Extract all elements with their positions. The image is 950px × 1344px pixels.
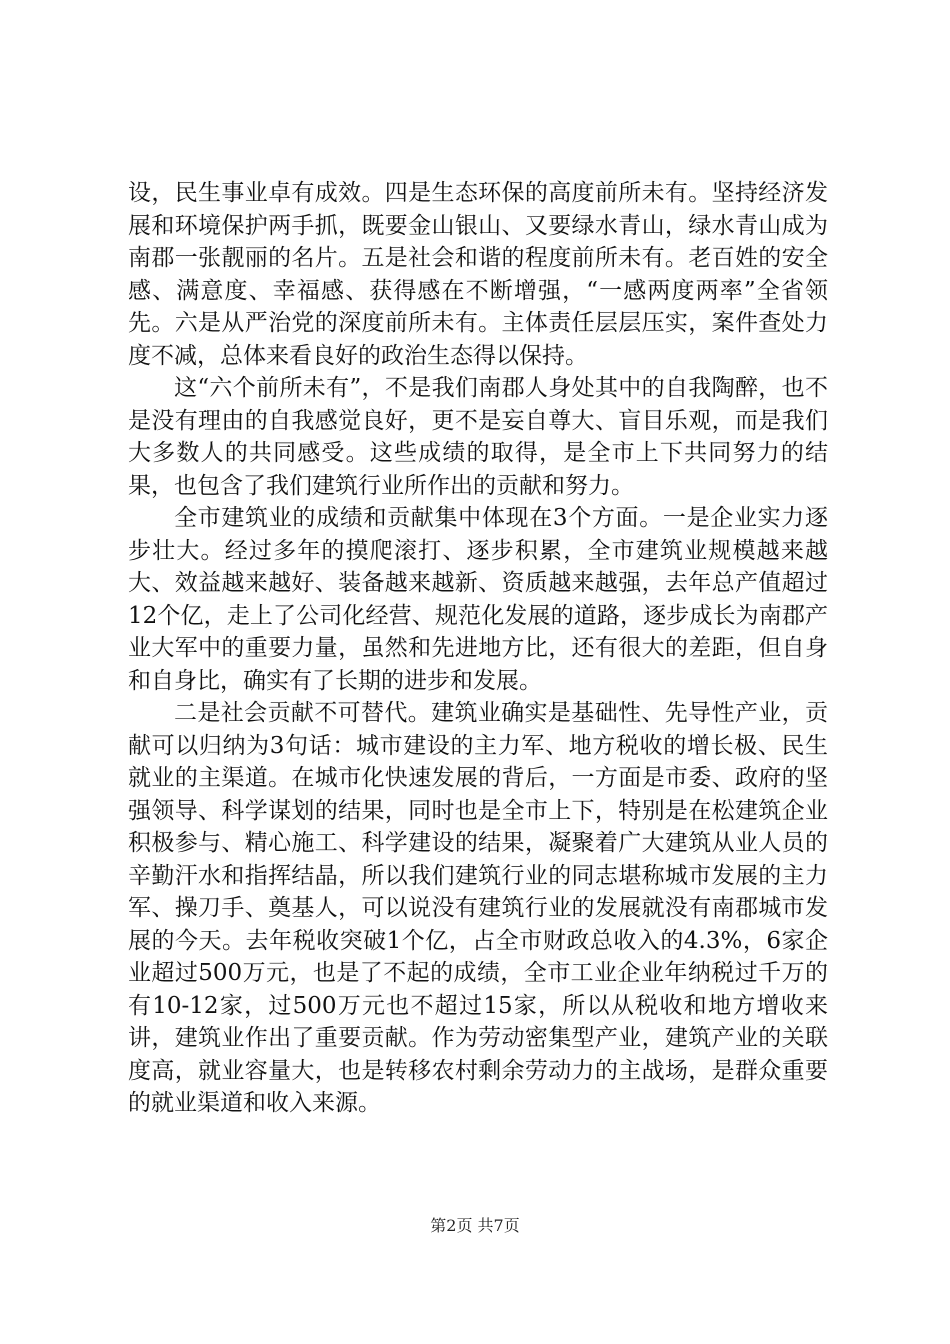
page-footer: 第2页 共7页: [430, 1216, 520, 1235]
paragraph-2: 这“六个前所未有”，不是我们南郡人身处其中的自我陶醉，也不是没有理由的自我感觉良好，更不是妄自尊大、盲目乐观，而是我们大多数人的共同感受。这些成绩的取得，是全市上下共同努力的结果，也包含了我们建筑行业所作出的贡献和努力。: [128, 375, 828, 499]
document-body: [128, 177, 828, 1120]
paragraph-4: 二是社会贡献不可替代。建筑业确实是基础性、先导性产业，贡献可以归纳为3句话：城市建设的主力军、地方税收的增长极、民生就业的主渠道。在城市化快速发展的背后，一方面是市委、政府的坚强领导、科学谋划的结果，同时也是全市上下，特别是在松建筑企业积极参与、精心施工、科学建设的结果，凝聚着广大建筑从业人员的辛勤汗水和指挥结晶，所以我们建筑行业的同志堪称城市发展的主力军、操刀手、奠基人，可以说没有建筑行业的发展就没有南郡城市发展的今天。去年税收突破1个亿，占全市财政总收入的4.3%，6家企业超过500万元，也是了不起的成绩，全市工业企业年纳税过千万的有10-12家，过500万元也不超过15家，所以从税收和地方增收来讲，建筑业作出了重要贡献。作为劳动密集型产业，建筑产业的关联度高，就业容量大，也是转移农村剩余劳动力的主战场，是群众重要的就业渠道和收入来源。: [128, 700, 828, 1116]
paragraph-3: 全市建筑业的成绩和贡献集中体现在3个方面。一是企业实力逐步壮大。经过多年的摸爬滚打、逐步积累，全市建筑业规模越来越大、效益越来越好、装备越来越新、资质越来越强，去年总产值超过12个亿，走上了公司化经营、规范化发展的道路，逐步成长为南郡产业大军中的重要力量，虽然和先进地方比，还有很大的差距，但自身和自身比，确实有了长期的进步和发展。: [128, 505, 828, 694]
paragraph-1: 设，民生事业卓有成效。四是生态环保的高度前所未有。坚持经济发展和环境保护两手抓，既要金山银山、又要绿水青山，绿水青山成为南郡一张靓丽的名片。五是社会和谐的程度前所未有。老百姓的安全感、满意度、幸福感、获得感在不断增强，“一感两度两率”全省领先。六是从严治党的深度前所未有。主体责任层层压实，案件查处力度不减，总体来看良好的政治生态得以保持。: [128, 180, 828, 369]
